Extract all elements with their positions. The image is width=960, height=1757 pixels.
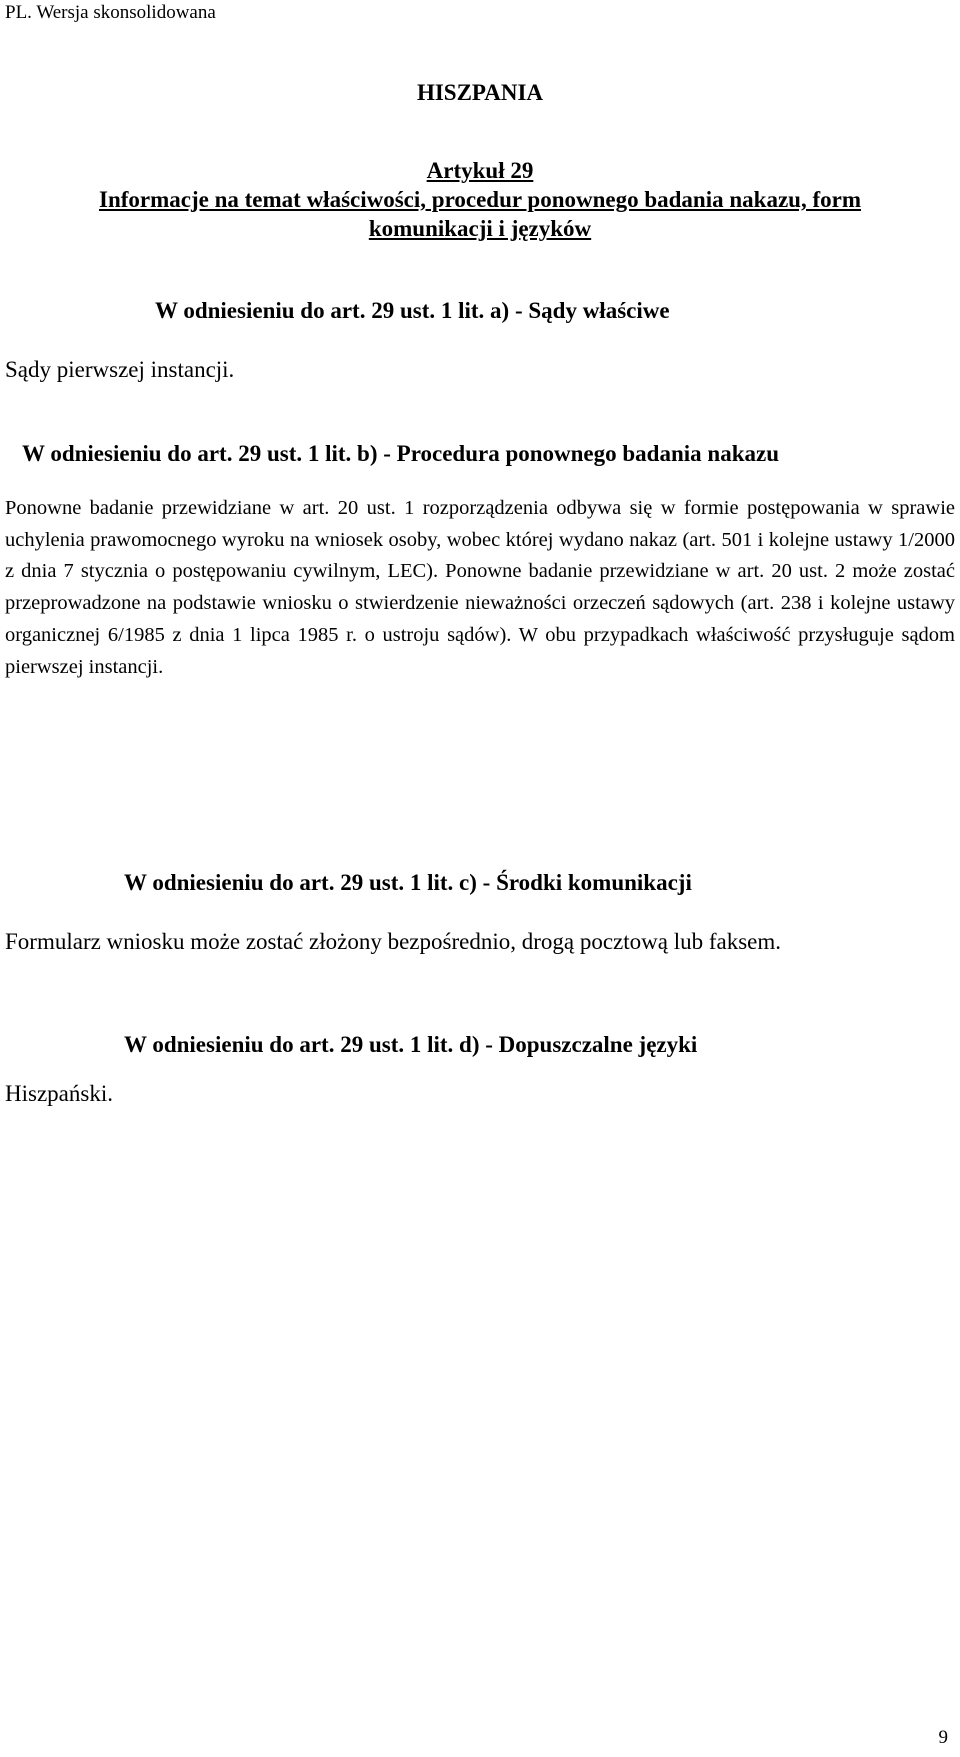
page-number: 9 [938, 1727, 948, 1748]
document-version-label: PL. Wersja skonsolidowana [5, 2, 216, 23]
section-c-text: Formularz wniosku może zostać złożony bezpośrednio, drogą pocztową lub faksem. [5, 929, 782, 954]
article-title-line-1: Informacje na temat właściwości, procedur ponownego badania nakazu, form [99, 187, 861, 212]
section-a-text: Sądy pierwszej instancji. [5, 357, 235, 382]
section-d-text: Hiszpański. [5, 1081, 113, 1106]
section-c-heading: W odniesieniu do art. 29 ust. 1 lit. c) - Środki komunikacji [124, 870, 692, 895]
country-heading: HISZPANIA [416, 80, 544, 105]
section-d-heading: W odniesieniu do art. 29 ust. 1 lit. d) - Dopuszczalne języki [124, 1032, 698, 1057]
section-a-heading: W odniesieniu do art. 29 ust. 1 lit. a) - Sądy właściwe [155, 298, 670, 323]
section-b-heading: W odniesieniu do art. 29 ust. 1 lit. b) - Procedura ponownego badania nakazu [22, 441, 779, 466]
section-b-paragraph: Ponowne badanie przewidziane w art. 20 ust. 1 rozporządzenia odbywa się w formie postępowania w sprawie uchylenia prawomocnego wyroku na wniosek osoby, wobec której wydano nakaz (art. 501 i kolejne ustawy 1/2000 z dnia 7 stycznia o postępowaniu cywilnym, LEC). Ponowne badanie przewidziane w art. 20 ust. 2 może zostać przeprowadzone na podstawie wniosku o stwierdzenie nieważności orzeczeń sądowych (art. 238 i kolejne ustawy organicznej 6/1985 z dnia 1 lipca 1985 r. o ustroju sądów). W obu przypadkach właściwość przysługuje sądom pierwszej instancji. [5, 497, 955, 678]
article-number: Artykuł 29 [426, 158, 534, 183]
article-title-line-2: komunikacji i języków [368, 216, 592, 241]
